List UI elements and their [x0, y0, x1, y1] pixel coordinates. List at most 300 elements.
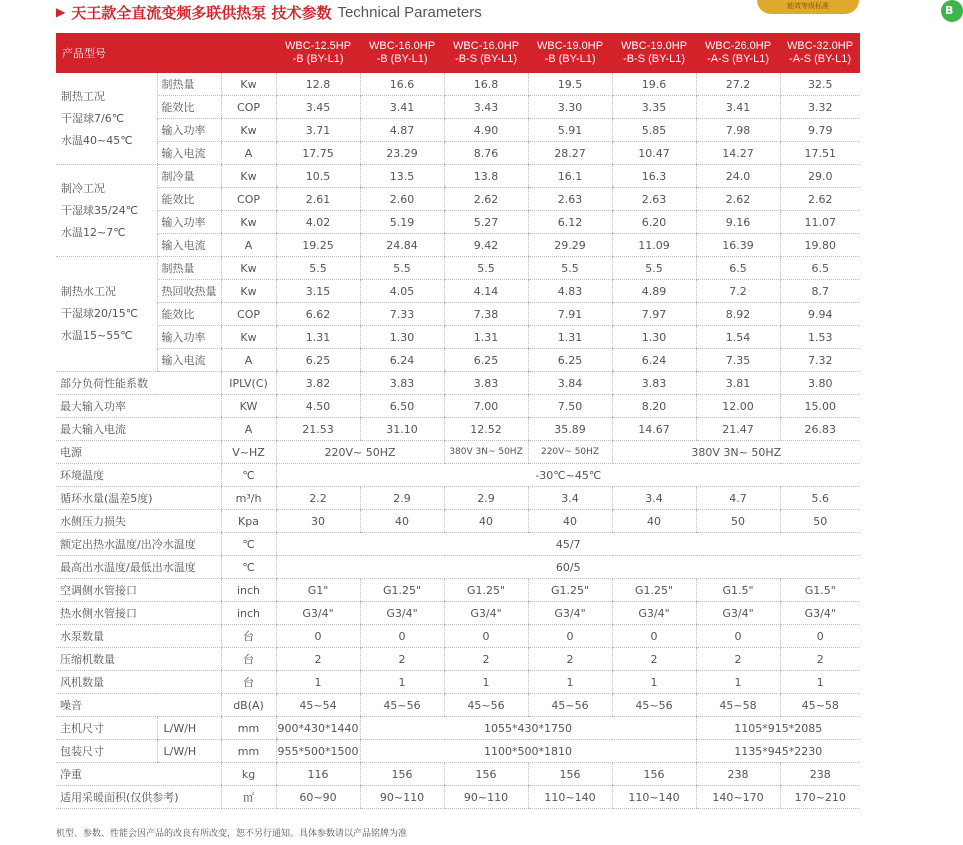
value-cell: G1.25" — [360, 579, 444, 602]
value-cell: 2 — [444, 648, 528, 671]
unit-cell: COP — [221, 188, 276, 211]
table-row — [56, 234, 860, 257]
model-name-line: WBC-16.0HP — [369, 40, 436, 52]
value-cell: 3.80 — [780, 372, 860, 395]
value-cell: 6.24 — [612, 349, 696, 372]
unit-cell: A — [221, 418, 276, 441]
parameter-name: 包装尺寸 — [56, 740, 157, 763]
model-name-line: WBC-26.0HP — [705, 40, 772, 52]
table-row — [56, 165, 860, 188]
value-cell: 3.35 — [612, 96, 696, 119]
value-cell: 16.3 — [612, 165, 696, 188]
table-row — [56, 188, 860, 211]
value-cell: 45~58 — [780, 694, 860, 717]
header-model-cell — [360, 33, 444, 73]
value-cell: 220V~ 50HZ — [276, 441, 444, 464]
unit-cell: Kw — [221, 280, 276, 303]
value-cell: 3.84 — [528, 372, 612, 395]
unit-cell: Kpa — [221, 510, 276, 533]
value-cell: 29.29 — [528, 234, 612, 257]
title-chinese: 天王款全直流变频多联供热泵 技术参数 — [71, 3, 332, 22]
parameter-name: 制热量 — [157, 257, 221, 280]
value-cell: 45/7 — [276, 533, 860, 556]
value-cell: 110~140 — [612, 786, 696, 809]
value-cell: 3.41 — [360, 96, 444, 119]
value-cell: 12.52 — [444, 418, 528, 441]
value-cell: 29.0 — [780, 165, 860, 188]
header-model-cell — [276, 33, 360, 73]
value-cell: 19.25 — [276, 234, 360, 257]
value-cell: 6.12 — [528, 211, 612, 234]
value-cell: G3/4" — [696, 602, 780, 625]
table-row — [56, 694, 860, 717]
value-cell: 220V~ 50HZ — [528, 441, 612, 464]
value-cell: 6.50 — [360, 395, 444, 418]
value-cell: 9.42 — [444, 234, 528, 257]
unit-cell: inch — [221, 579, 276, 602]
value-cell: 2.9 — [444, 487, 528, 510]
value-cell: -30℃~45℃ — [276, 464, 860, 487]
value-cell: 3.83 — [612, 372, 696, 395]
value-cell: 3.41 — [696, 96, 780, 119]
energy-badge-icon — [757, 0, 859, 14]
parameter-name: 热水侧水管接口 — [56, 602, 221, 625]
unit-cell: Kw — [221, 326, 276, 349]
parameter-name: 风机数量 — [56, 671, 221, 694]
value-cell: 4.14 — [444, 280, 528, 303]
value-cell: 4.7 — [696, 487, 780, 510]
value-cell: G1.5" — [780, 579, 860, 602]
value-cell: 10.5 — [276, 165, 360, 188]
parameter-name: 输入功率 — [157, 211, 221, 234]
value-cell: 12.00 — [696, 395, 780, 418]
value-cell: 1.54 — [696, 326, 780, 349]
value-cell: 5.6 — [780, 487, 860, 510]
value-cell: 40 — [612, 510, 696, 533]
parameter-name: 热回收热量 — [157, 280, 221, 303]
model-name-line: -B (BY-L1) — [292, 53, 344, 65]
value-cell: 5.5 — [528, 257, 612, 280]
value-cell: 45~56 — [612, 694, 696, 717]
unit-cell: V~HZ — [221, 441, 276, 464]
value-cell: 380V 3N~ 50HZ — [444, 441, 528, 464]
table-row — [56, 326, 860, 349]
value-cell: 7.2 — [696, 280, 780, 303]
model-name-line: -A-S (BY-L1) — [707, 53, 769, 65]
value-cell: 60~90 — [276, 786, 360, 809]
condition-line: 水温12~7℃ — [61, 225, 126, 239]
value-cell: 5.5 — [444, 257, 528, 280]
corner-green-icon[interactable]: B — [941, 0, 963, 22]
value-cell: 16.6 — [360, 73, 444, 96]
table-row — [56, 648, 860, 671]
unit-cell: COP — [221, 303, 276, 326]
value-cell: 15.00 — [780, 395, 860, 418]
value-cell: 2.62 — [696, 188, 780, 211]
parameter-name: 水泵数量 — [56, 625, 221, 648]
value-cell: 6.5 — [696, 257, 780, 280]
value-cell: 4.89 — [612, 280, 696, 303]
value-cell: 8.7 — [780, 280, 860, 303]
unit-cell: 台 — [221, 671, 276, 694]
model-name-line: WBC-19.0HP — [621, 40, 688, 52]
parameter-name: 输入电流 — [157, 234, 221, 257]
header-model-label: 产品型号 — [56, 33, 276, 73]
value-cell: 60/5 — [276, 556, 860, 579]
value-cell: 3.4 — [612, 487, 696, 510]
header-model-cell — [612, 33, 696, 73]
title-english: Technical Parameters — [337, 3, 482, 21]
value-cell: 238 — [780, 763, 860, 786]
value-cell: 1135*945*2230 — [696, 740, 860, 763]
parameter-name: 输入电流 — [157, 349, 221, 372]
table-row — [56, 303, 860, 326]
table-row — [56, 372, 860, 395]
value-cell: 3.30 — [528, 96, 612, 119]
unit-cell: ㎡ — [221, 786, 276, 809]
value-cell: 900*430*1440 — [276, 717, 360, 740]
parameter-name: 输入功率 — [157, 326, 221, 349]
condition-line: 制热水工况 — [61, 285, 116, 298]
value-cell: 238 — [696, 763, 780, 786]
spec-table — [56, 33, 860, 809]
unit-cell: ℃ — [221, 556, 276, 579]
value-cell: 35.89 — [528, 418, 612, 441]
unit-cell: dB(A) — [221, 694, 276, 717]
parameter-name: 最大输入电流 — [56, 418, 221, 441]
value-cell: 2.62 — [780, 188, 860, 211]
parameter-name: 输入功率 — [157, 119, 221, 142]
table-row — [56, 740, 860, 763]
parameter-name: 噪音 — [56, 694, 221, 717]
table-row — [56, 487, 860, 510]
value-cell: 45~58 — [696, 694, 780, 717]
value-cell: 156 — [528, 763, 612, 786]
parameter-name: 制热量 — [157, 73, 221, 96]
value-cell: 0 — [780, 625, 860, 648]
value-cell: 21.47 — [696, 418, 780, 441]
table-row — [56, 96, 860, 119]
unit-cell: A — [221, 349, 276, 372]
unit-cell: IPLV(C) — [221, 372, 276, 395]
value-cell: 0 — [528, 625, 612, 648]
value-cell: 40 — [360, 510, 444, 533]
parameter-name: 部分负荷性能系数 — [56, 372, 221, 395]
unit-cell: ℃ — [221, 533, 276, 556]
value-cell: 1 — [780, 671, 860, 694]
value-cell: 13.5 — [360, 165, 444, 188]
table-row — [56, 533, 860, 556]
value-cell: 14.27 — [696, 142, 780, 165]
parameter-name: 适用采暖面积(仅供参考) — [56, 786, 221, 809]
triangle-marker-icon: ▶ — [56, 5, 66, 19]
parameter-name: 最大输入功率 — [56, 395, 221, 418]
value-cell: 7.35 — [696, 349, 780, 372]
footnote: 机型、参数、性能会因产品的改良有所改变，恕不另行通知。具体参数请以产品铭牌为准 — [56, 829, 408, 839]
value-cell: 1105*915*2085 — [696, 717, 860, 740]
value-cell: 40 — [528, 510, 612, 533]
value-cell: 4.87 — [360, 119, 444, 142]
value-cell: 7.32 — [780, 349, 860, 372]
parameter-name: 压缩机数量 — [56, 648, 221, 671]
parameter-subname: L/W/H — [157, 740, 221, 763]
value-cell: G3/4" — [276, 602, 360, 625]
condition-line: 水温15~55℃ — [61, 329, 133, 342]
value-cell: 7.97 — [612, 303, 696, 326]
value-cell: 2.62 — [444, 188, 528, 211]
value-cell: 2.63 — [528, 188, 612, 211]
value-cell: 2 — [612, 648, 696, 671]
value-cell: 19.6 — [612, 73, 696, 96]
value-cell: G1.25" — [528, 579, 612, 602]
value-cell: 28.27 — [528, 142, 612, 165]
table-row — [56, 257, 860, 280]
value-cell: G3/4" — [780, 602, 860, 625]
value-cell: 30 — [276, 510, 360, 533]
value-cell: 45~56 — [528, 694, 612, 717]
value-cell: 1 — [696, 671, 780, 694]
value-cell: 19.80 — [780, 234, 860, 257]
value-cell: 1.31 — [444, 326, 528, 349]
value-cell: 4.02 — [276, 211, 360, 234]
table-header-row — [56, 33, 860, 73]
value-cell: 1 — [444, 671, 528, 694]
value-cell: 1 — [276, 671, 360, 694]
model-name-line: -B (BY-L1) — [544, 53, 596, 65]
parameter-name: 额定出热水温度/出冷水温度 — [56, 533, 221, 556]
unit-cell: kg — [221, 763, 276, 786]
value-cell: 7.33 — [360, 303, 444, 326]
parameter-name: 能效比 — [157, 96, 221, 119]
value-cell: 0 — [612, 625, 696, 648]
value-cell: 6.62 — [276, 303, 360, 326]
condition-line: 制冷工况 — [61, 181, 105, 195]
value-cell: 19.5 — [528, 73, 612, 96]
value-cell: 26.83 — [780, 418, 860, 441]
unit-cell: A — [221, 142, 276, 165]
value-cell: 7.98 — [696, 119, 780, 142]
value-cell: 3.82 — [276, 372, 360, 395]
unit-cell: mm — [221, 717, 276, 740]
value-cell: 13.8 — [444, 165, 528, 188]
table-row — [56, 786, 860, 809]
model-name-line: WBC-32.0HP — [787, 40, 854, 52]
unit-cell: Kw — [221, 165, 276, 188]
value-cell: 156 — [360, 763, 444, 786]
value-cell: G3/4" — [612, 602, 696, 625]
value-cell: 3.81 — [696, 372, 780, 395]
value-cell: 5.5 — [360, 257, 444, 280]
value-cell: 4.83 — [528, 280, 612, 303]
table-row — [56, 556, 860, 579]
value-cell: 1.31 — [528, 326, 612, 349]
value-cell: 170~210 — [780, 786, 860, 809]
value-cell: 2.2 — [276, 487, 360, 510]
value-cell: 2 — [276, 648, 360, 671]
value-cell: 1 — [612, 671, 696, 694]
header-model-cell — [780, 33, 860, 73]
value-cell: 90~110 — [360, 786, 444, 809]
table-row — [56, 602, 860, 625]
unit-cell: Kw — [221, 211, 276, 234]
value-cell: 1.30 — [360, 326, 444, 349]
value-cell: 5.91 — [528, 119, 612, 142]
condition-line: 制热工况 — [61, 89, 105, 103]
value-cell: 955*500*1500 — [276, 740, 360, 763]
unit-cell: mm — [221, 740, 276, 763]
condition-line: 干湿球7/6℃ — [61, 111, 125, 125]
table-row — [56, 717, 860, 740]
model-name-line: -B-S (BY-L1) — [623, 53, 685, 65]
value-cell: 21.53 — [276, 418, 360, 441]
value-cell: G3/4" — [360, 602, 444, 625]
table-row — [56, 625, 860, 648]
value-cell: 2 — [780, 648, 860, 671]
value-cell: G1.5" — [696, 579, 780, 602]
value-cell: 10.47 — [612, 142, 696, 165]
value-cell: 5.19 — [360, 211, 444, 234]
model-name-line: -B (BY-L1) — [376, 53, 428, 65]
value-cell: 11.07 — [780, 211, 860, 234]
condition-line: 干湿球20/15℃ — [61, 307, 139, 320]
table-row — [56, 579, 860, 602]
condition-group-label — [56, 257, 157, 372]
table-row — [56, 395, 860, 418]
value-cell: 7.91 — [528, 303, 612, 326]
value-cell: 16.39 — [696, 234, 780, 257]
unit-cell: Kw — [221, 119, 276, 142]
value-cell: 8.92 — [696, 303, 780, 326]
condition-line: 干湿球35/24℃ — [61, 203, 139, 217]
value-cell: 9.79 — [780, 119, 860, 142]
header-model-cell — [444, 33, 528, 73]
value-cell: 2.9 — [360, 487, 444, 510]
table-row — [56, 73, 860, 96]
value-cell: 17.51 — [780, 142, 860, 165]
value-cell: 1 — [360, 671, 444, 694]
value-cell: 140~170 — [696, 786, 780, 809]
parameter-name: 最高出水温度/最低出水温度 — [56, 556, 221, 579]
unit-cell: Kw — [221, 257, 276, 280]
value-cell: 3.15 — [276, 280, 360, 303]
condition-line: 水温40~45℃ — [61, 133, 133, 147]
value-cell: G1.25" — [612, 579, 696, 602]
value-cell: 2 — [528, 648, 612, 671]
value-cell: 380V 3N~ 50HZ — [612, 441, 860, 464]
value-cell: 3.83 — [360, 372, 444, 395]
value-cell: 3.71 — [276, 119, 360, 142]
value-cell: 23.29 — [360, 142, 444, 165]
unit-cell: 台 — [221, 625, 276, 648]
table-row — [56, 763, 860, 786]
value-cell: 7.38 — [444, 303, 528, 326]
value-cell: G3/4" — [444, 602, 528, 625]
unit-cell: ℃ — [221, 464, 276, 487]
value-cell: 156 — [444, 763, 528, 786]
unit-cell: Kw — [221, 73, 276, 96]
value-cell: 16.8 — [444, 73, 528, 96]
parameter-name: 循环水量(温差5度) — [56, 487, 221, 510]
value-cell: G1.25" — [444, 579, 528, 602]
value-cell: 45~56 — [444, 694, 528, 717]
value-cell: 156 — [612, 763, 696, 786]
value-cell: 24.0 — [696, 165, 780, 188]
value-cell: 6.25 — [528, 349, 612, 372]
model-name-line: -B-S (BY-L1) — [455, 53, 517, 65]
value-cell: 2 — [360, 648, 444, 671]
unit-cell: COP — [221, 96, 276, 119]
value-cell: 6.24 — [360, 349, 444, 372]
value-cell: 1.53 — [780, 326, 860, 349]
unit-cell: m³/h — [221, 487, 276, 510]
value-cell: 31.10 — [360, 418, 444, 441]
value-cell: 1100*500*1810 — [360, 740, 696, 763]
value-cell: 4.05 — [360, 280, 444, 303]
value-cell: 3.43 — [444, 96, 528, 119]
value-cell: 8.76 — [444, 142, 528, 165]
value-cell: 2.61 — [276, 188, 360, 211]
parameter-name: 制冷量 — [157, 165, 221, 188]
table-row — [56, 510, 860, 533]
table-row — [56, 211, 860, 234]
model-name-line: -A-S (BY-L1) — [789, 53, 851, 65]
value-cell: 1055*430*1750 — [360, 717, 696, 740]
value-cell: 1 — [528, 671, 612, 694]
value-cell: 8.20 — [612, 395, 696, 418]
unit-cell: 台 — [221, 648, 276, 671]
value-cell: 2.60 — [360, 188, 444, 211]
value-cell: 0 — [276, 625, 360, 648]
value-cell: 50 — [696, 510, 780, 533]
parameter-name: 能效比 — [157, 188, 221, 211]
value-cell: 9.94 — [780, 303, 860, 326]
value-cell: 2 — [696, 648, 780, 671]
value-cell: 6.20 — [612, 211, 696, 234]
value-cell: 6.25 — [276, 349, 360, 372]
table-row — [56, 142, 860, 165]
value-cell: 11.09 — [612, 234, 696, 257]
table-row — [56, 418, 860, 441]
value-cell: 32.5 — [780, 73, 860, 96]
value-cell: 1.31 — [276, 326, 360, 349]
table-row — [56, 441, 860, 464]
value-cell: 24.84 — [360, 234, 444, 257]
value-cell: G1" — [276, 579, 360, 602]
value-cell: 6.25 — [444, 349, 528, 372]
parameter-name: 主机尺寸 — [56, 717, 157, 740]
value-cell: 45~54 — [276, 694, 360, 717]
table-row — [56, 349, 860, 372]
parameter-name: 水侧压力损失 — [56, 510, 221, 533]
value-cell: 0 — [360, 625, 444, 648]
value-cell: 3.32 — [780, 96, 860, 119]
value-cell: 110~140 — [528, 786, 612, 809]
value-cell: 5.5 — [276, 257, 360, 280]
table-row — [56, 280, 860, 303]
value-cell: 1.30 — [612, 326, 696, 349]
parameter-name: 环境温度 — [56, 464, 221, 487]
header-model-cell — [696, 33, 780, 73]
value-cell: 27.2 — [696, 73, 780, 96]
value-cell: 5.5 — [612, 257, 696, 280]
model-name-line: WBC-16.0HP — [453, 40, 520, 52]
value-cell: 90~110 — [444, 786, 528, 809]
value-cell: 4.50 — [276, 395, 360, 418]
value-cell: 7.00 — [444, 395, 528, 418]
parameter-name: 输入电流 — [157, 142, 221, 165]
value-cell: 2.63 — [612, 188, 696, 211]
unit-cell: KW — [221, 395, 276, 418]
